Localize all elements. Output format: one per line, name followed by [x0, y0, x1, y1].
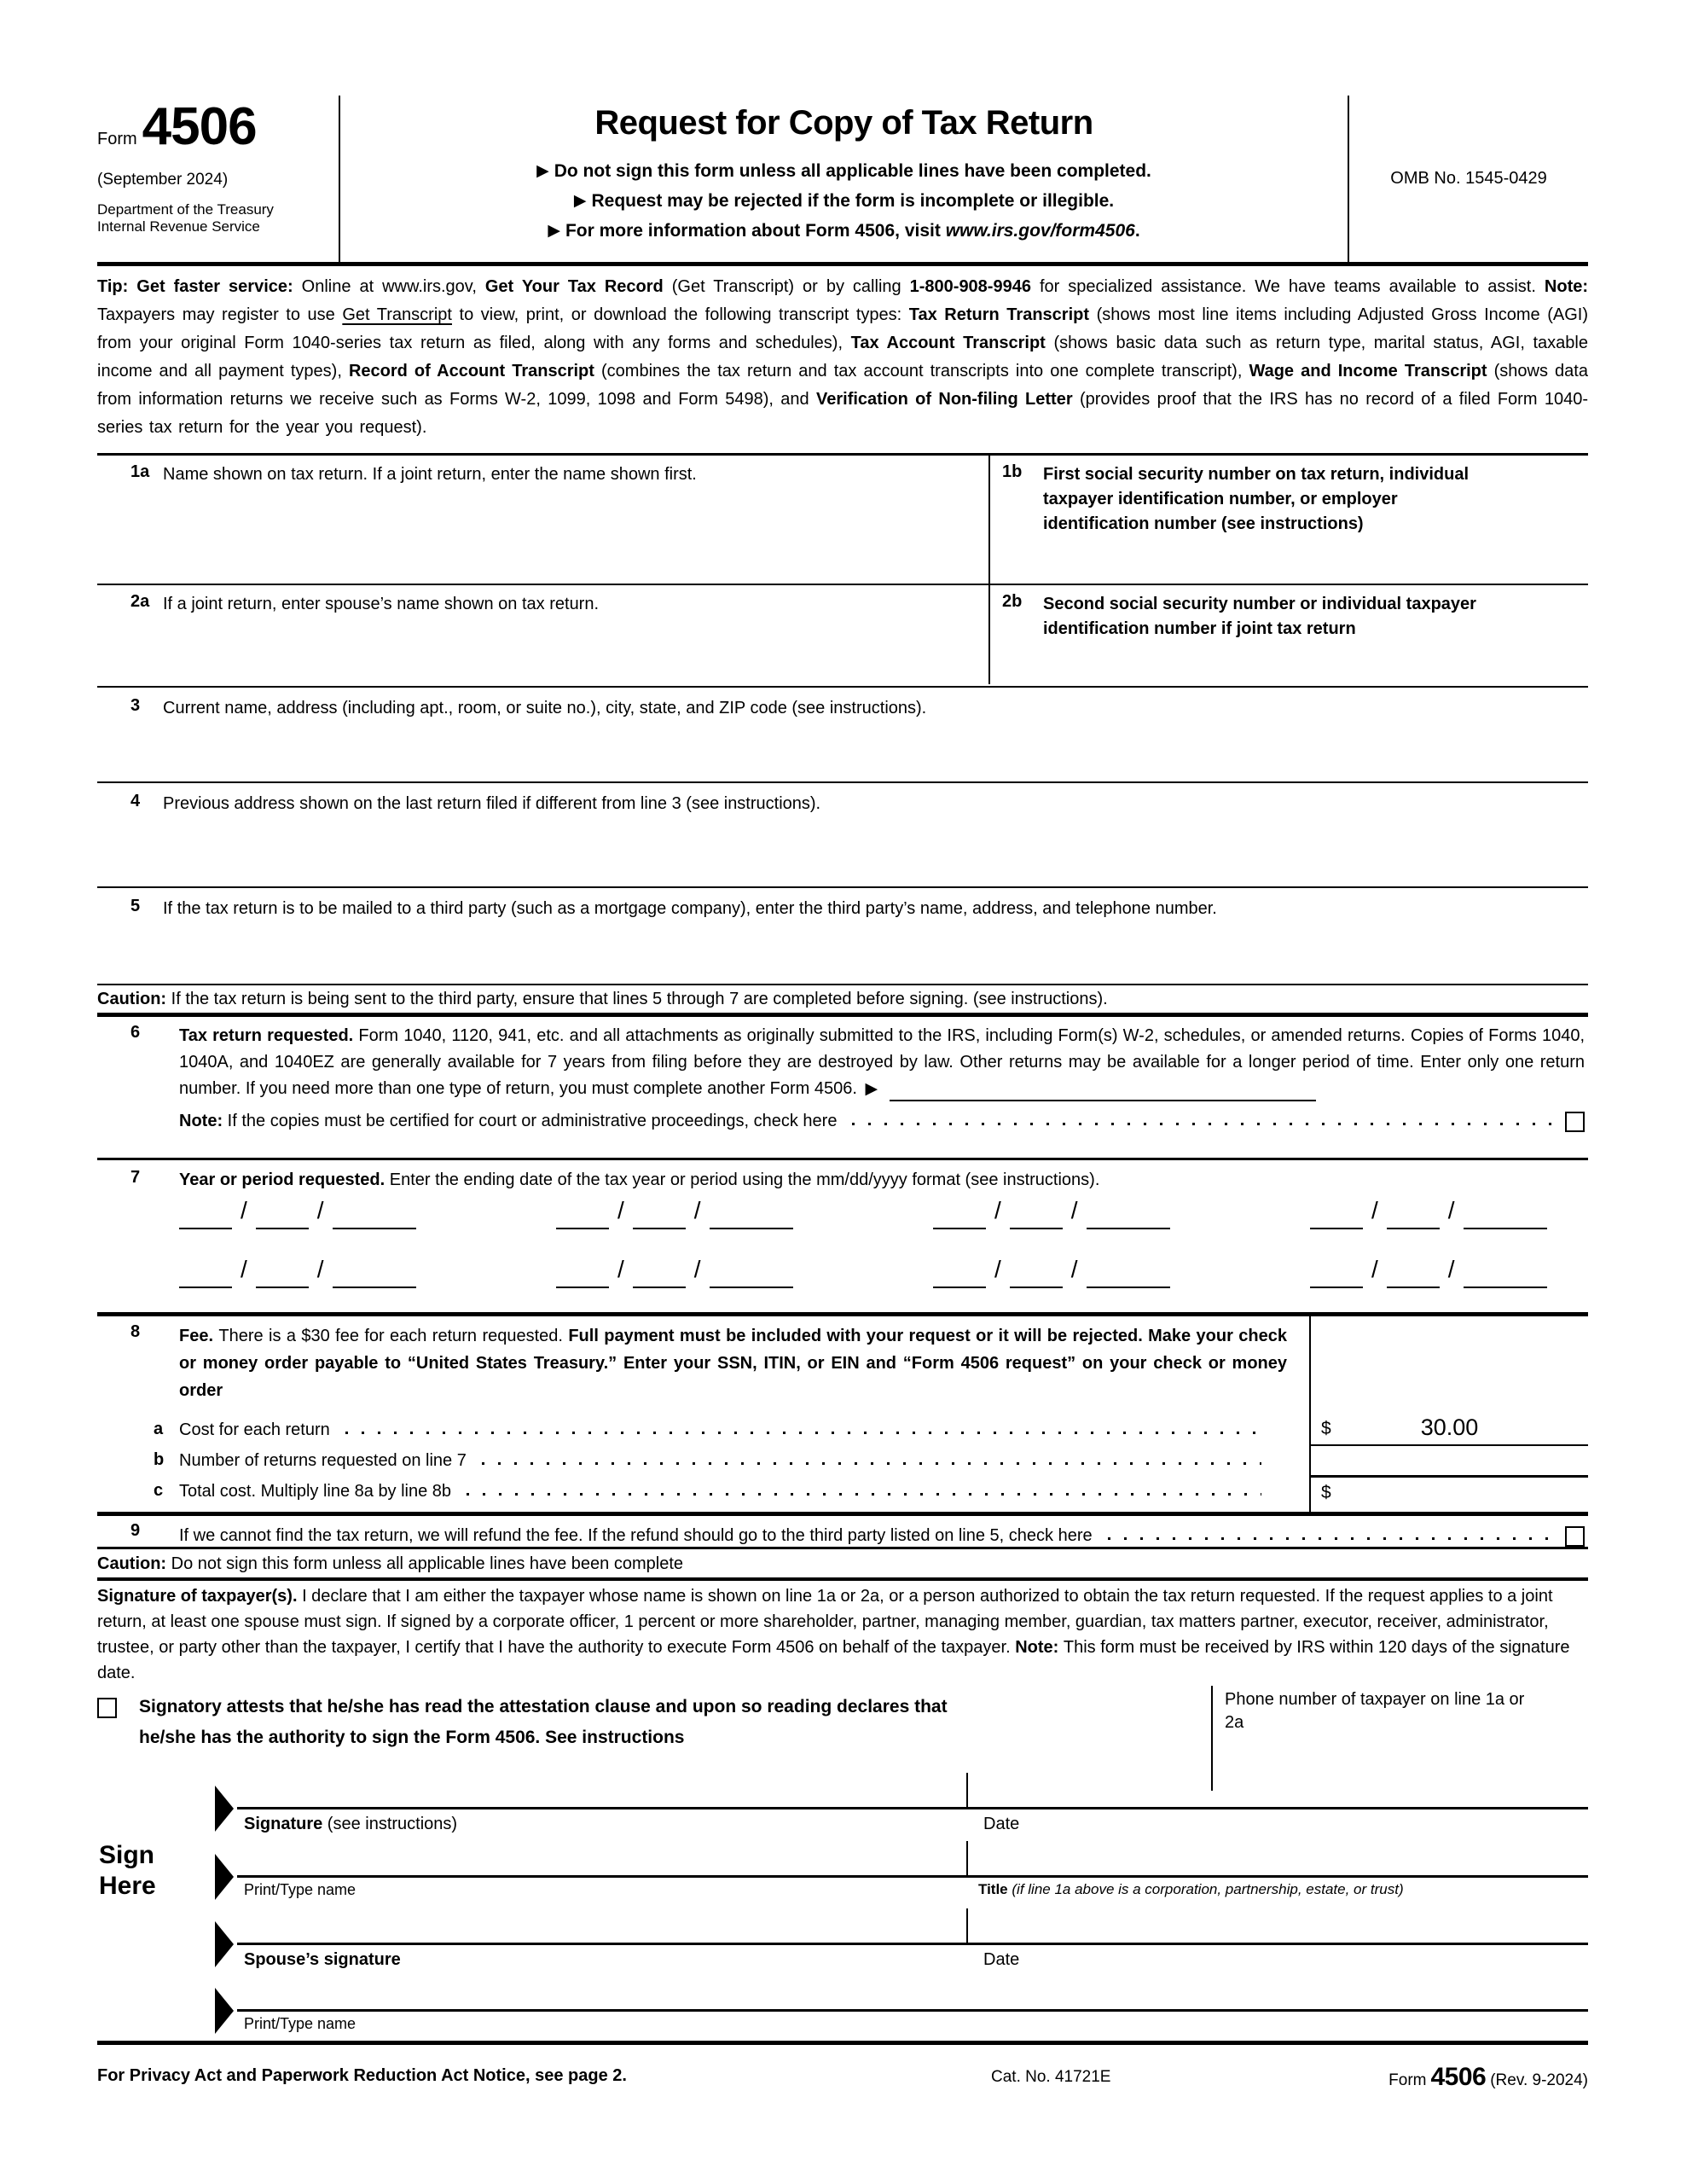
cost-each-return-amount-box [1311, 1316, 1588, 1446]
date-entry-group[interactable] [933, 1258, 1189, 1288]
phone-box-divider [1211, 1686, 1213, 1791]
signature-date-divider [966, 1841, 968, 1877]
line-6-section [97, 1017, 1588, 1160]
form-number: 4506 [142, 97, 257, 156]
line-8-fee-section [97, 1316, 1588, 1516]
page-footer [97, 2063, 1588, 2097]
signature-arrow-icon [215, 1921, 234, 1967]
date-year-field[interactable] [1087, 1221, 1170, 1229]
header-bullets [536, 161, 1151, 241]
agency-line-2: Internal Revenue Service [97, 218, 260, 235]
line-number: 5 [130, 897, 141, 915]
line-2b-ssn-field[interactable] [988, 585, 1588, 684]
footer-form-id [1388, 2063, 1588, 2092]
sign-here-label [99, 1840, 156, 1902]
slash-separator: / [617, 1197, 624, 1223]
date-year-field[interactable] [333, 1221, 416, 1229]
number-of-returns-box[interactable] [1311, 1446, 1588, 1478]
footer-form-number: 4506 [1430, 2063, 1487, 2091]
bullet-1-text: Do not sign this form unless all applicable lines have been completed. [554, 161, 1151, 181]
arrow-right-icon: ▶ [573, 192, 587, 210]
date-day-field[interactable] [256, 1280, 309, 1288]
revision-date: (September 2024) [97, 171, 229, 189]
date-month-field[interactable] [933, 1280, 986, 1288]
fee-row-c [97, 1473, 1309, 1502]
date-day-field[interactable] [633, 1280, 686, 1288]
omb-number: OMB No. 1545-0429 [1390, 169, 1547, 188]
slash-separator: / [1371, 1256, 1378, 1282]
line-1a-name-field[interactable] [97, 456, 988, 584]
refund-to-third-party-checkbox[interactable] [1565, 1526, 1585, 1547]
line-9-refund-row [97, 1516, 1588, 1549]
signature-date-divider [966, 1908, 968, 1944]
line-1b-ssn-field[interactable] [988, 456, 1588, 584]
date-month-field[interactable] [179, 1221, 232, 1229]
header-bullet-3 [548, 221, 1139, 241]
spouse-print-name-line[interactable] [237, 2009, 1588, 2012]
date-year-field[interactable] [333, 1280, 416, 1288]
title-block [339, 96, 1349, 262]
omb-block [1349, 96, 1588, 262]
catalog-number: Cat. No. 41721E [991, 2068, 1111, 2086]
sign-here-word-2: Here [99, 1872, 156, 1900]
cost-each-return-amount: 30.00 [1420, 1414, 1479, 1440]
date-day-field[interactable] [256, 1221, 309, 1229]
footer-revision: (Rev. 9-2024) [1490, 2071, 1588, 2089]
return-number-input-line[interactable] [890, 1089, 1316, 1101]
date-month-field[interactable] [556, 1221, 609, 1229]
fee-row-a [97, 1412, 1309, 1441]
date-entry-group[interactable] [1310, 1199, 1566, 1229]
slash-separator: / [316, 1197, 324, 1223]
slash-separator: / [617, 1256, 624, 1282]
spouse-signature-label: Spouse’s signature [244, 1950, 401, 1969]
certified-copy-checkbox[interactable] [1565, 1112, 1585, 1132]
bullet-3-text: For more information about Form 4506, visit www.irs.gov/form4506. [565, 221, 1140, 241]
total-cost-box[interactable] [1311, 1478, 1588, 1512]
cost-each-return-label: Cost for each return [179, 1420, 330, 1439]
line-2a-spouse-name-field[interactable] [97, 585, 988, 684]
taxpayer-signature-line[interactable] [237, 1807, 1588, 1809]
dot-leaders [482, 1462, 1261, 1465]
date-entry-group[interactable] [556, 1199, 812, 1229]
line-number: 4 [130, 792, 141, 810]
attestation-text: Signatory attests that he/she has read the attestation clause and upon so reading declares that he/she has the authority to sign the Form 4506. See instructions [139, 1697, 948, 1747]
date-month-field[interactable] [179, 1280, 232, 1288]
name-ssn-table [97, 453, 1588, 688]
line-number: 2a [130, 592, 150, 611]
dollar-sign: $ [1321, 1419, 1331, 1438]
date-day-field[interactable] [1010, 1280, 1063, 1288]
page-title: Request for Copy of Tax Return [594, 104, 1093, 142]
slash-separator: / [693, 1256, 701, 1282]
privacy-act-notice: For Privacy Act and Paperwork Reduction Act Notice, see page 2. [97, 2066, 627, 2085]
dot-leaders [852, 1123, 1551, 1125]
header-bullet-1 [536, 161, 1151, 182]
spouse-print-name-label: Print/Type name [244, 2015, 357, 2032]
caution-third-party: Caution: If the tax return is being sent to the third party, ensure that lines 5 through 7 are completed before signing. (see instructions). [97, 985, 1588, 1017]
date-month-field[interactable] [1310, 1221, 1363, 1229]
form-body [97, 96, 1588, 2097]
line-number: 3 [130, 696, 141, 715]
footer-form-word: Form [1388, 2071, 1427, 2089]
date-entry-group[interactable] [933, 1199, 1189, 1229]
row-letter: c [154, 1481, 164, 1500]
line-1a-label: Name shown on tax return. If a joint return, enter the name shown first. [163, 465, 697, 484]
date-month-field[interactable] [933, 1221, 986, 1229]
date-day-field[interactable] [1387, 1280, 1440, 1288]
date-day-field[interactable] [1387, 1221, 1440, 1229]
slash-separator: / [316, 1256, 324, 1282]
line-number: 9 [130, 1521, 141, 1540]
line-6-text: Tax return requested. Form 1040, 1120, 941, etc. and all attachments as originally submitted to the IRS, including Form(s) W-2, schedules, or amended returns. Copies of Forms 1040, 1040A, and 1040EZ are generally available for 7 years from filing before they are destroyed by law. Other returns may be available for a longer period of time. Enter only one return number. If you need more than one type of return, you must complete another Form 4506. [179, 1026, 1586, 1098]
form-number-line [97, 97, 330, 156]
date-month-field[interactable] [1310, 1280, 1363, 1288]
total-cost-label: Total cost. Multiply line 8a by line 8b [179, 1482, 452, 1501]
print-name-line[interactable] [237, 1875, 1588, 1878]
arrow-right-icon: ▶ [548, 222, 560, 240]
line-number: 7 [130, 1168, 141, 1187]
line-5-label: If the tax return is to be mailed to a third party (such as a mortgage company), enter the third party’s name, address, and telephone number. [163, 899, 1217, 918]
fee-row-b [97, 1443, 1309, 1472]
dot-leaders [467, 1493, 1261, 1496]
spouse-date-label: Date [983, 1950, 1020, 1969]
form-word: Form [97, 130, 137, 148]
line-5-third-party-field[interactable] [97, 888, 1588, 985]
phone-number-label: Phone number of taxpayer on line 1a or 2a [1225, 1690, 1525, 1732]
form-header [97, 96, 1588, 266]
arrow-right-icon: ▶ [865, 1080, 878, 1098]
date-year-field[interactable] [1087, 1280, 1170, 1288]
date-month-field[interactable] [556, 1280, 609, 1288]
table-row [97, 585, 1588, 684]
slash-separator: / [994, 1197, 1001, 1223]
dot-leaders [345, 1432, 1261, 1434]
phone-number-input-area[interactable] [1225, 1739, 1583, 1786]
date-entry-group[interactable] [556, 1258, 812, 1288]
date-year-field[interactable] [1464, 1280, 1547, 1288]
slash-separator: / [1070, 1197, 1078, 1223]
refund-note: If we cannot find the tax return, we will refund the fee. If the refund should go to the third party listed on line 5, check here [179, 1526, 1093, 1545]
line-number: 1a [130, 462, 150, 481]
date-label: Date [983, 1815, 1020, 1833]
line-1b-label: First social security number on tax return, individual taxpayer identification number, or employer identification number (see instructions) [1043, 465, 1470, 533]
date-entry-row-2 [97, 1258, 1588, 1288]
line-7-section [97, 1160, 1588, 1316]
header-bullet-2 [574, 191, 1114, 212]
line-number: 2b [1002, 592, 1023, 611]
row-letter: b [154, 1450, 165, 1469]
signature-arrow-icon [215, 1988, 234, 2034]
line-6-paragraph [97, 1017, 1588, 1102]
line-3-current-address-field[interactable] [97, 688, 1588, 783]
line-number: 8 [130, 1322, 141, 1341]
caution-do-not-sign: Caution: Do not sign this form unless all applicable lines have been complete [97, 1549, 1588, 1581]
line-number: 1b [1002, 462, 1023, 481]
slash-separator: / [994, 1256, 1001, 1282]
certified-copy-note: Note: If the copies must be certified for court or administrative proceedings, check here [179, 1112, 838, 1130]
dot-leaders [1108, 1537, 1551, 1540]
slash-separator: / [241, 1256, 247, 1282]
slash-separator: / [1447, 1197, 1455, 1223]
line-2a-label: If a joint return, enter spouse’s name shown on tax return. [163, 595, 600, 613]
line-4-label: Previous address shown on the last return filed if different from line 3 (see instructions). [163, 794, 821, 813]
row-letter: a [154, 1420, 164, 1438]
dollar-sign: $ [1321, 1483, 1331, 1502]
attestation-checkbox[interactable] [97, 1698, 117, 1718]
signature-arrow-icon [215, 1786, 234, 1832]
certified-copy-row [97, 1102, 1588, 1132]
line-8-paragraph: Fee. There is a $30 fee for each return requested. Full payment must be included with your request or it will be rejected. Make your check or money order payable to “United States Treasury.” Enter your SSN, ITIN, or EIN and “Form 4506 request” on your check or money order [179, 1327, 1287, 1400]
sign-here-word-1: Sign [99, 1841, 154, 1869]
date-entry-group[interactable] [179, 1199, 435, 1229]
line-number: 6 [130, 1023, 141, 1042]
attestation-block [97, 1686, 1588, 1791]
signature-arrow-icon [215, 1854, 234, 1900]
slash-separator: / [1070, 1256, 1078, 1282]
print-name-label: Print/Type name [244, 1881, 357, 1898]
slash-separator: / [241, 1197, 247, 1223]
arrow-right-icon: ▶ [536, 162, 549, 180]
signature-date-divider [966, 1773, 968, 1809]
tip-paragraph: Tip: Get faster service: Online at www.irs.gov, Get Your Tax Record (Get Transcript) or by calling 1-800-908-9946 for specialized assistance. We have teams available to assist. Note: Taxpayers may register to use Get Transcript to view, print, or download the following transcript types: Tax Return Transcript (shows most line items including Adjusted Gross Income (AGI) from your original Form 1040-series tax return as filed, along with any forms and schedules), Tax Account Transcript (shows basic data such as return type, marital status, AGI, taxable income and all payment types), Record of Account Transcript (combines the tax return and tax account transcripts into one complete transcript), Wage and Income Transcript (shows data from information returns we receive such as Forms W-2, 1099, 1098 and Form 5498), and Verification of Non-filing Letter (provides proof that the IRS has no record of a filed Form 1040-series tax return for the year you request). [97, 277, 1589, 437]
number-of-returns-label: Number of returns requested on line 7 [179, 1451, 467, 1470]
fee-amount-column [1309, 1316, 1588, 1512]
table-row [97, 456, 1588, 585]
slash-separator: / [1447, 1256, 1455, 1282]
date-year-field[interactable] [1464, 1221, 1547, 1229]
line-3-label: Current name, address (including apt., room, or suite no.), city, state, and ZIP code (see instructions). [163, 699, 927, 717]
signature-declaration: Signature of taxpayer(s). I declare that I am either the taxpayer whose name is shown on line 1a or 2a, or a person authorized to obtain the tax return requested. If the request applies to a joint return, at least one spouse must sign. If signed by a corporate officer, 1 percent or more shareholder, partner, managing member, guardian, tax matters partner, executor, receiver, administrator, trustee, or party other than the taxpayer, I certify that I have the authority to execute Form 4506 on behalf of the taxpayer. Note: This form must be received by IRS within 120 days of the signature date. [97, 1587, 1570, 1682]
signature-label: Signature (see instructions) [244, 1815, 458, 1833]
date-entry-group[interactable] [179, 1258, 435, 1288]
agency-line-1: Department of the Treasury [97, 201, 274, 218]
title-label: Title (if line 1a above is a corporation, partnership, estate, or trust) [978, 1881, 1404, 1897]
bullet-2-text: Request may be rejected if the form is incomplete or illegible. [591, 191, 1115, 211]
form-id-block [97, 96, 339, 262]
line-2b-label: Second social security number or individual taxpayer identification number if joint tax return [1043, 595, 1476, 638]
spouse-signature-line[interactable] [237, 1943, 1588, 1945]
agency-block [97, 201, 330, 235]
fee-text-column [97, 1316, 1309, 1512]
slash-separator: / [1371, 1197, 1378, 1223]
date-entry-row-1 [97, 1199, 1588, 1229]
date-day-field[interactable] [1010, 1221, 1063, 1229]
date-entry-group[interactable] [1310, 1258, 1566, 1288]
line-4-previous-address-field[interactable] [97, 783, 1588, 888]
sign-here-section [97, 1791, 1588, 2045]
slash-separator: / [693, 1197, 701, 1223]
date-year-field[interactable] [710, 1280, 793, 1288]
date-year-field[interactable] [710, 1221, 793, 1229]
line-7-paragraph: Year or period requested. Enter the ending date of the tax year or period using the mm/dd/yyyy format (see instructions). [179, 1170, 1100, 1189]
date-day-field[interactable] [633, 1221, 686, 1229]
